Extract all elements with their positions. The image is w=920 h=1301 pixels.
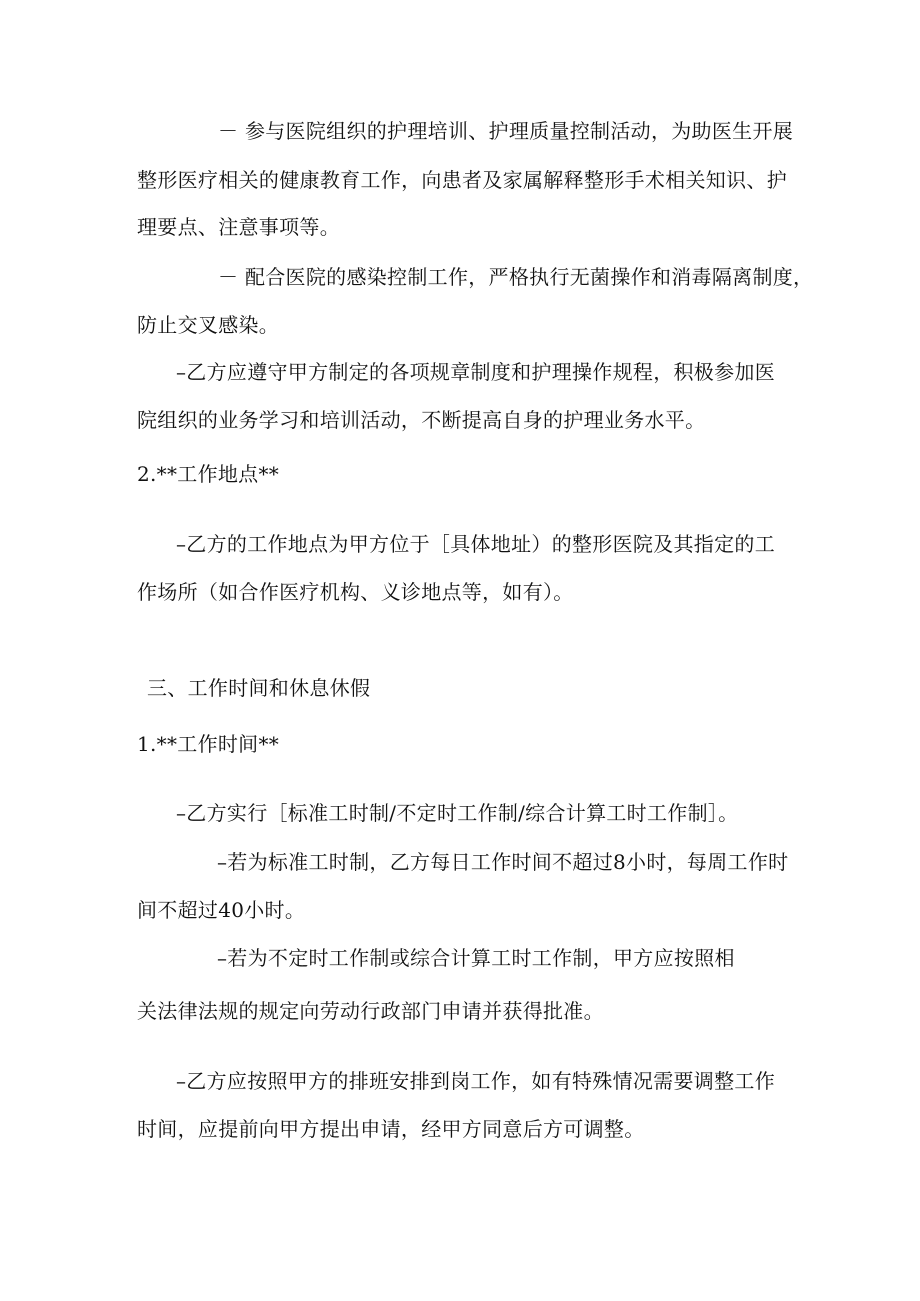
doc-line-1: － 参与医院组织的护理培训、护理质量控制活动，为助医生开展 bbox=[218, 119, 794, 143]
doc-line-15: 间不超过40小时。 bbox=[137, 898, 306, 922]
doc-line-13: –乙方实行［标准工时制/不定时工作制/综合计算工时工作制］。 bbox=[176, 801, 739, 825]
doc-line-16: –若为不定时工作制或综合计算工时工作制，甲方应按照相 bbox=[217, 946, 735, 970]
section-heading-work-location: 2.**工作地点** bbox=[137, 462, 280, 486]
doc-line-2: 整形医疗相关的健康教育工作，向患者及家属解释整形手术相关知识、护 bbox=[137, 168, 787, 192]
doc-line-18: –乙方应按照甲方的排班安排到岗工作，如有特殊情况需要调整工作 bbox=[176, 1069, 775, 1093]
doc-line-6: –乙方应遵守甲方制定的各项规章制度和护理操作规程，积极参加医 bbox=[176, 360, 775, 384]
doc-line-9: –乙方的工作地点为甲方位于［具体地址）的整形医院及其指定的工 bbox=[176, 532, 775, 556]
section-heading-work-time: 1.**工作时间** bbox=[137, 732, 280, 756]
doc-line-10: 作场所（如合作医疗机构、义诊地点等，如有）。 bbox=[137, 580, 574, 604]
doc-line-5: 防止交叉感染。 bbox=[137, 313, 280, 337]
chapter-heading-work-hours: 三、工作时间和休息休假 bbox=[147, 676, 371, 700]
doc-line-4: － 配合医院的感染控制工作，严格执行无菌操作和消毒隔离制度， bbox=[218, 265, 814, 289]
doc-line-7: 院组织的业务学习和培训活动，不断提高自身的护理业务水平。 bbox=[137, 408, 706, 432]
doc-line-19: 时间，应提前向甲方提出申请，经甲方同意后方可调整。 bbox=[137, 1117, 645, 1141]
doc-line-3: 理要点、注意事项等。 bbox=[137, 215, 340, 239]
doc-line-14: –若为标准工时制，乙方每日工作时间不超过8小时，每周工作时 bbox=[217, 850, 789, 874]
doc-line-17: 关法律法规的规定向劳动行政部门申请并获得批准。 bbox=[137, 999, 604, 1023]
